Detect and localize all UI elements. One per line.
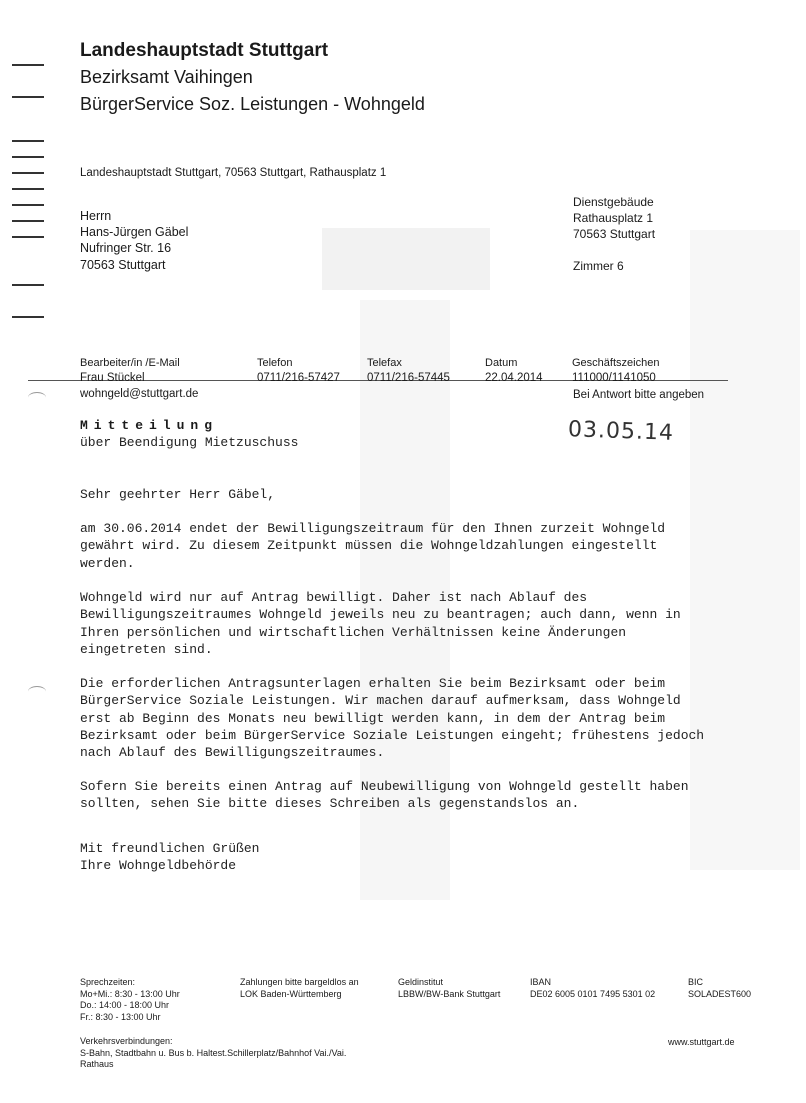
scan-shadow-right xyxy=(690,230,800,870)
footer-bank: Geldinstitut LBBW/BW-Bank Stuttgart xyxy=(398,977,501,999)
date-label: Datum xyxy=(485,357,518,369)
office-label: Dienstgebäude xyxy=(573,195,654,209)
office-street: Rathausplatz 1 xyxy=(573,211,654,225)
fax-number: 0711/216-57445 xyxy=(367,372,450,384)
fold-mark xyxy=(12,284,44,286)
fold-mark xyxy=(12,220,44,222)
punch-hole-mark xyxy=(28,686,46,697)
fold-mark xyxy=(12,96,44,98)
letter-paragraph-2: Wohngeld wird nur auf Antrag bewilligt. Daher ist nach Ablauf des Bewilligungszeitraumes Wohngeld jeweils neu zu beantragen; auch dann, wenn in Ihren persönlichen und wirtschaftlichen Verhältnissen keine Änderungen eingetreten sind. xyxy=(80,590,681,657)
sender-return-address: Landeshauptstadt Stuttgart, 70563 Stuttgart, Rathausplatz 1 xyxy=(80,167,387,179)
handwritten-date: 03.05.14 xyxy=(567,417,675,446)
footer-bic: BIC SOLADEST600 xyxy=(688,977,752,999)
fold-mark xyxy=(12,64,44,66)
scan-shadow-top xyxy=(322,228,490,290)
recipient-city: 70563 Stuttgart xyxy=(80,258,166,272)
recipient-name: Hans-Jürgen Gäbel xyxy=(80,225,189,239)
fax-label: Telefax xyxy=(367,357,402,369)
reference-label: Geschäftszeichen xyxy=(572,357,660,369)
reference-number: 111000/1141050 xyxy=(572,372,656,384)
phone-label: Telefon xyxy=(257,357,293,369)
footer-office-hours: Sprechzeiten: Mo+Mi.: 8:30 - 13:00 Uhr Do.: 14:00 - 18:00 Uhr Fr.: 8:30 - 13:00 Uhr xyxy=(80,977,180,1022)
footer-transport: Verkehrsverbindungen: S-Bahn, Stadtbahn u. Bus b. Haltest.Schillerplatz/Bahnhof Vai./Vai. Rathaus xyxy=(80,1036,347,1069)
letter-date: 22.04.2014 xyxy=(485,372,543,384)
reference-note: Bei Antwort bitte angeben xyxy=(573,389,705,401)
clerk-name: Frau Stückel xyxy=(80,372,145,384)
letterhead-department: BürgerService Soz. Leistungen - Wohngeld xyxy=(80,94,425,114)
clerk-email: wohngeld@stuttgart.de xyxy=(80,388,199,400)
letter-title: Mitteilung xyxy=(80,418,219,433)
footer-payment-info: Zahlungen bitte bargeldlos an LOK Baden-Württemberg xyxy=(240,977,359,999)
fold-mark xyxy=(12,236,44,238)
letterhead-city: Landeshauptstadt Stuttgart xyxy=(80,40,329,61)
footer-iban: IBAN DE02 6005 0101 7495 5301 02 xyxy=(530,977,656,999)
phone-number: 0711/216-57427 xyxy=(257,372,340,384)
fold-mark xyxy=(12,316,44,318)
footer-website: www.stuttgart.de xyxy=(668,1037,735,1047)
letter-greeting: Sehr geehrter Herr Gäbel, xyxy=(80,487,276,502)
letter-paragraph-3: Die erforderlichen Antragsunterlagen erhalten Sie beim Bezirksamt oder beim BürgerService Soziale Leistungen. Wir machen darauf aufmerksam, dass Wohngeld erst ab Beginn des Monats neu bewilligt werden kann, in dem der Antrag beim Bezirksamt oder beim BürgerService Soziale Leistungen eingeht; frühestens jedoch nach Ablauf des Bewilligungszeitraumes. xyxy=(80,676,705,761)
office-room: Zimmer 6 xyxy=(573,259,624,273)
recipient-salutation: Herrn xyxy=(80,209,112,223)
punch-hole-mark xyxy=(28,392,46,403)
fold-mark xyxy=(12,140,44,142)
letter-subject: über Beendigung Mietzuschuss xyxy=(80,435,299,450)
letter-paragraph-1: am 30.06.2014 endet der Bewilligungszeitraum für den Ihnen zurzeit Wohngeld gewährt wird. Zu diesem Zeitpunkt müssen die Wohngeldzahlungen eingestellt werden. xyxy=(80,521,666,571)
letter-sign-off: Ihre Wohngeldbehörde xyxy=(80,858,237,873)
clerk-label: Bearbeiter/in /E-Mail xyxy=(80,357,180,369)
fold-mark xyxy=(12,188,44,190)
letter-closing: Mit freundlichen Grüßen xyxy=(80,841,260,856)
letterhead-district: Bezirksamt Vaihingen xyxy=(80,67,253,87)
fold-mark xyxy=(12,172,44,174)
office-city: 70563 Stuttgart xyxy=(573,227,656,241)
letter-paragraph-4: Sofern Sie bereits einen Antrag auf Neubewilligung von Wohngeld gestellt haben sollten, sehen Sie bitte dieses Schreiben als gegenstandslos an. xyxy=(80,779,689,812)
fold-mark xyxy=(12,156,44,158)
fold-mark xyxy=(12,204,44,206)
recipient-street: Nufringer Str. 16 xyxy=(80,241,172,255)
